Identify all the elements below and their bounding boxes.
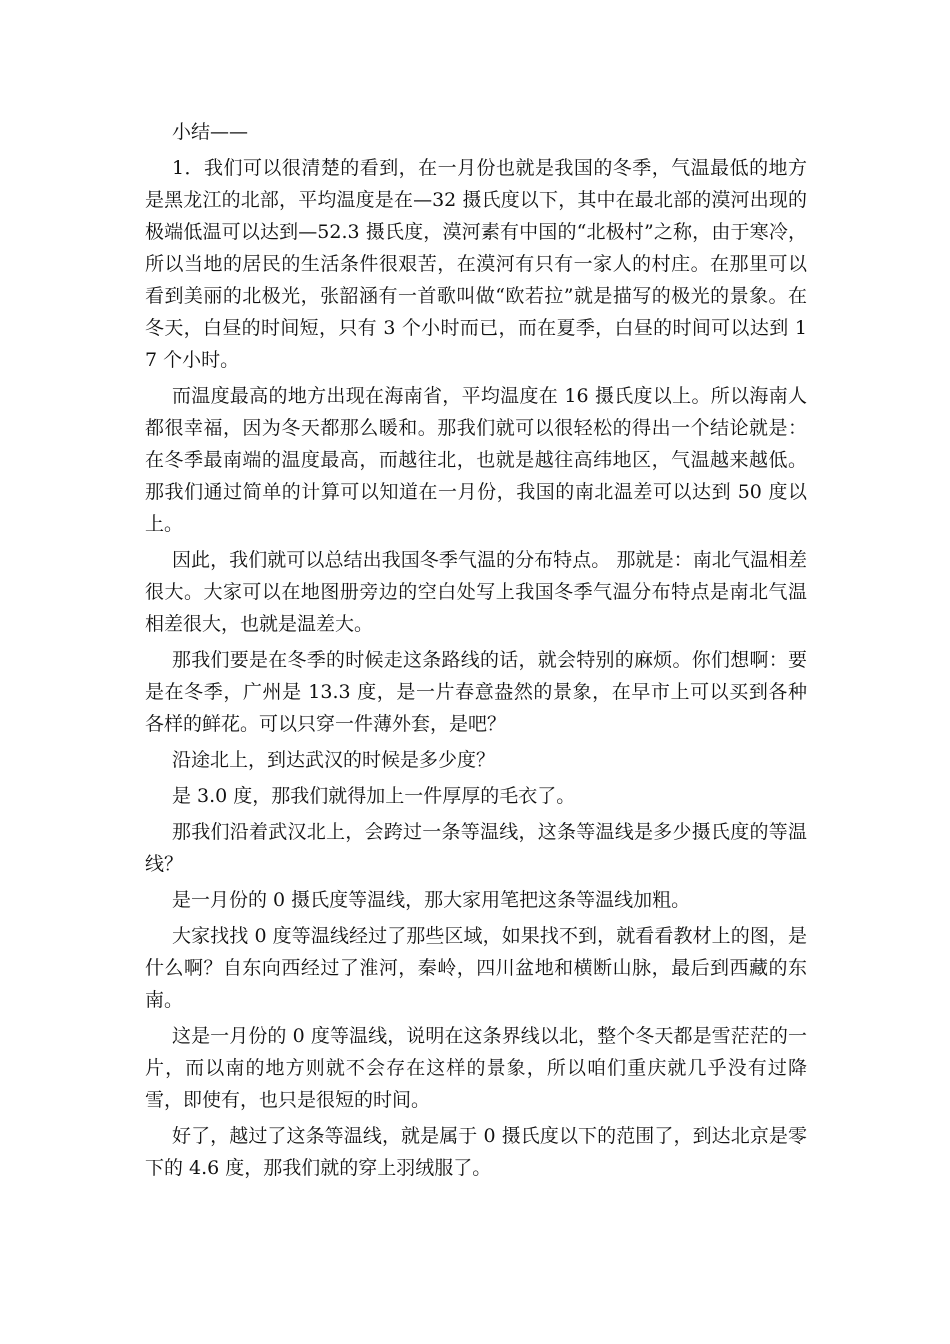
document-body <box>145 116 807 1184</box>
paragraph-3: 因此，我们就可以总结出我国冬季气温的分布特点。 那就是：南北气温相差很大。大家可以在地图册旁边的空白处写上我国冬季气温分布特点是南北气温相差很大，也就是温差大。 <box>145 549 807 635</box>
paragraph-9: 大家找找 0 度等温线经过了那些区域，如果找不到，就看看教材上的图，是什么啊？自东向西经过了淮河，秦岭，四川盆地和横断山脉，最后到西藏的东南。 <box>145 925 807 1011</box>
paragraph-6: 是 3.0 度，那我们就得加上一件厚厚的毛衣了。 <box>172 785 576 807</box>
paragraph-8: 是一月份的 0 摄氏度等温线，那大家用笔把这条等温线加粗。 <box>172 889 691 911</box>
paragraph-11: 好了，越过了这条等温线，就是属于 0 摄氏度以下的范围了，到达北京是零下的 4.6 度，那我们就的穿上羽绒服了。 <box>145 1125 807 1179</box>
paragraph-7: 那我们沿着武汉北上，会跨过一条等温线，这条等温线是多少摄氏度的等温线？ <box>145 821 807 875</box>
section-heading: 小结—— <box>172 121 249 143</box>
paragraph-1: 1．我们可以很清楚的看到，在一月份也就是我国的冬季，气温最低的地方是黑龙江的北部，平均温度是在—32 摄氏度以下，其中在最北部的漠河出现的极端低温可以达到—52.3 摄氏度，漠河素有中国的“北极村”之称，由于寒冷，所以当地的居民的生活条件很艰苦，在漠河有只有一家人的村庄。在那里可以看到美丽的北极光，张韶涵有一首歌叫做“欧若拉”就是描写的极光的景象。在冬天，白昼的时间短，只有 3 个小时而已，而在夏季，白昼的时间可以达到 17 个小时。 <box>145 157 807 371</box>
paragraph-4: 那我们要是在冬季的时候走这条路线的话，就会特别的麻烦。你们想啊：要是在冬季，广州是 13.3 度，是一片春意盎然的景象，在早市上可以买到各种各样的鲜花。可以只穿一件薄外套，是吧？ <box>145 649 807 735</box>
paragraph-5: 沿途北上，到达武汉的时候是多少度？ <box>172 749 496 771</box>
paragraph-10: 这是一月份的 0 度等温线，说明在这条界线以北，整个冬天都是雪茫茫的一片，而以南的地方则就不会存在这样的景象，所以咱们重庆就几乎没有过降雪，即使有，也只是很短的时间。 <box>145 1025 807 1111</box>
paragraph-2: 而温度最高的地方出现在海南省，平均温度在 16 摄氏度以上。所以海南人都很幸福，因为冬天都那么暖和。那我们就可以很轻松的得出一个结论就是： 在冬季最南端的温度最高，而越往北，也就是越往高纬地区，气温越来越低。那我们通过简单的计算可以知道在一月份，我国的南北温差可以达到 50 度以上。 <box>145 385 807 535</box>
